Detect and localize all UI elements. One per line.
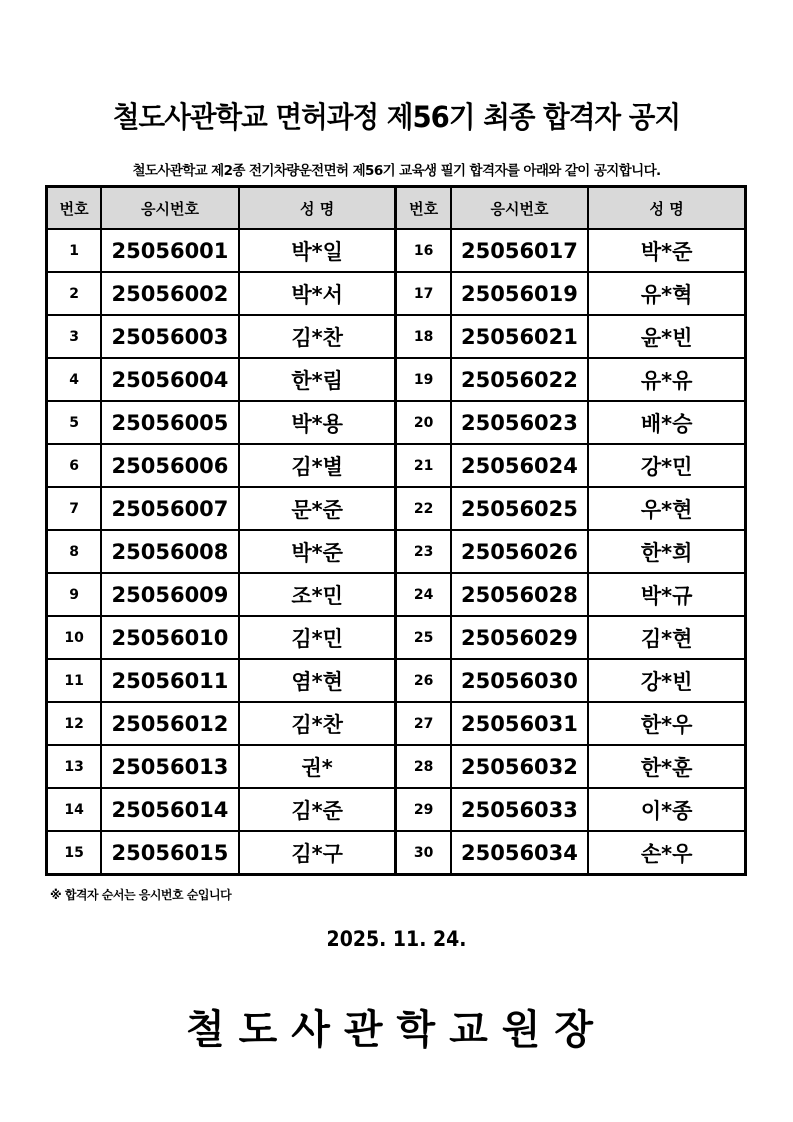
- cell-no-right: 30: [396, 831, 451, 875]
- table-row: [47, 401, 746, 444]
- cell-exam-id-right: 25056034: [451, 831, 589, 875]
- cell-exam-id-right: 25056017: [451, 229, 589, 272]
- header-name-right: 성 명: [588, 187, 745, 230]
- cell-exam-id-right: 25056026: [451, 530, 589, 573]
- cell-name-right: 윤*빈: [588, 315, 745, 358]
- cell-name-right: 박*규: [588, 573, 745, 616]
- cell-name-left: 김*찬: [239, 315, 396, 358]
- table-row: [47, 315, 746, 358]
- header-name-left: 성 명: [239, 187, 396, 230]
- page-title: 철도사관학교 면허과정 제56기 최종 합격자 공지: [112, 100, 681, 134]
- header-exam-id-right: 응시번호: [451, 187, 589, 230]
- cell-name-left: 김*구: [239, 831, 396, 875]
- table-header-row: [47, 187, 746, 230]
- cell-no-right: 21: [396, 444, 451, 487]
- table-row: [47, 229, 746, 272]
- cell-exam-id-right: 25056021: [451, 315, 589, 358]
- cell-name-right: 강*빈: [588, 659, 745, 702]
- table-body: [47, 229, 746, 875]
- cell-name-left: 김*찬: [239, 702, 396, 745]
- cell-exam-id-left: 25056011: [101, 659, 239, 702]
- cell-exam-id-left: 25056001: [101, 229, 239, 272]
- cell-exam-id-left: 25056015: [101, 831, 239, 875]
- cell-no-right: 29: [396, 788, 451, 831]
- cell-exam-id-right: 25056023: [451, 401, 589, 444]
- cell-exam-id-right: 25056019: [451, 272, 589, 315]
- cell-exam-id-right: 25056024: [451, 444, 589, 487]
- cell-name-right: 강*민: [588, 444, 745, 487]
- cell-name-left: 조*민: [239, 573, 396, 616]
- cell-no-right: 26: [396, 659, 451, 702]
- notice-date: 2025. 11. 24.: [326, 927, 467, 951]
- cell-exam-id-left: 25056009: [101, 573, 239, 616]
- cell-name-right: 배*승: [588, 401, 745, 444]
- cell-exam-id-left: 25056006: [101, 444, 239, 487]
- cell-no-right: 16: [396, 229, 451, 272]
- cell-no-right: 24: [396, 573, 451, 616]
- cell-exam-id-right: 25056025: [451, 487, 589, 530]
- cell-name-left: 문*준: [239, 487, 396, 530]
- cell-no-left: 12: [47, 702, 102, 745]
- table-row: [47, 272, 746, 315]
- cell-no-left: 11: [47, 659, 102, 702]
- table-row: [47, 788, 746, 831]
- cell-no-left: 7: [47, 487, 102, 530]
- cell-no-right: 23: [396, 530, 451, 573]
- cell-exam-id-left: 25056012: [101, 702, 239, 745]
- cell-no-left: 1: [47, 229, 102, 272]
- table-row: [47, 616, 746, 659]
- cell-name-right: 손*우: [588, 831, 745, 875]
- cell-no-left: 6: [47, 444, 102, 487]
- table-row: [47, 745, 746, 788]
- cell-no-left: 5: [47, 401, 102, 444]
- cell-no-left: 4: [47, 358, 102, 401]
- cell-name-right: 유*혁: [588, 272, 745, 315]
- cell-name-left: 염*현: [239, 659, 396, 702]
- cell-name-right: 박*준: [588, 229, 745, 272]
- cell-exam-id-left: 25056004: [101, 358, 239, 401]
- cell-name-left: 박*용: [239, 401, 396, 444]
- cell-name-left: 김*별: [239, 444, 396, 487]
- cell-exam-id-left: 25056013: [101, 745, 239, 788]
- cell-no-left: 2: [47, 272, 102, 315]
- order-note: ※ 합격자 순서는 응시번호 순입니다: [50, 888, 232, 902]
- cell-no-right: 20: [396, 401, 451, 444]
- cell-name-left: 박*일: [239, 229, 396, 272]
- cell-exam-id-right: 25056022: [451, 358, 589, 401]
- table-row: [47, 444, 746, 487]
- cell-no-left: 3: [47, 315, 102, 358]
- cell-name-right: 유*유: [588, 358, 745, 401]
- cell-name-right: 한*훈: [588, 745, 745, 788]
- cell-name-left: 박*서: [239, 272, 396, 315]
- cell-no-right: 19: [396, 358, 451, 401]
- cell-name-right: 한*우: [588, 702, 745, 745]
- page-subtitle: 철도사관학교 제2종 전기차량운전면허 제56기 교육생 필기 합격자를 아래와 같이 공지합니다.: [132, 163, 661, 179]
- cell-exam-id-left: 25056008: [101, 530, 239, 573]
- cell-no-right: 28: [396, 745, 451, 788]
- cell-no-right: 22: [396, 487, 451, 530]
- cell-exam-id-right: 25056028: [451, 573, 589, 616]
- cell-exam-id-left: 25056003: [101, 315, 239, 358]
- cell-no-left: 13: [47, 745, 102, 788]
- cell-no-left: 9: [47, 573, 102, 616]
- cell-no-left: 8: [47, 530, 102, 573]
- cell-no-right: 25: [396, 616, 451, 659]
- cell-exam-id-left: 25056002: [101, 272, 239, 315]
- table-row: [47, 831, 746, 875]
- cell-no-left: 15: [47, 831, 102, 875]
- cell-name-right: 한*희: [588, 530, 745, 573]
- cell-no-right: 27: [396, 702, 451, 745]
- header-exam-id-left: 응시번호: [101, 187, 239, 230]
- cell-exam-id-left: 25056005: [101, 401, 239, 444]
- passer-table: [45, 185, 747, 876]
- table-row: [47, 573, 746, 616]
- table-row: [47, 358, 746, 401]
- cell-exam-id-left: 25056007: [101, 487, 239, 530]
- cell-exam-id-left: 25056014: [101, 788, 239, 831]
- table-row: [47, 530, 746, 573]
- header-no-left: 번호: [47, 187, 102, 230]
- cell-exam-id-right: 25056031: [451, 702, 589, 745]
- cell-exam-id-right: 25056033: [451, 788, 589, 831]
- cell-no-right: 18: [396, 315, 451, 358]
- cell-name-left: 한*림: [239, 358, 396, 401]
- cell-name-left: 박*준: [239, 530, 396, 573]
- table-row: [47, 702, 746, 745]
- table-row: [47, 487, 746, 530]
- header-no-right: 번호: [396, 187, 451, 230]
- cell-exam-id-left: 25056010: [101, 616, 239, 659]
- cell-name-right: 우*현: [588, 487, 745, 530]
- cell-name-left: 권*: [239, 745, 396, 788]
- cell-exam-id-right: 25056030: [451, 659, 589, 702]
- cell-no-right: 17: [396, 272, 451, 315]
- cell-name-right: 김*현: [588, 616, 745, 659]
- cell-name-right: 이*종: [588, 788, 745, 831]
- cell-exam-id-right: 25056029: [451, 616, 589, 659]
- cell-no-left: 10: [47, 616, 102, 659]
- table-row: [47, 659, 746, 702]
- signature: 철도사관학교원장: [185, 1007, 608, 1053]
- cell-name-left: 김*준: [239, 788, 396, 831]
- cell-exam-id-right: 25056032: [451, 745, 589, 788]
- cell-no-left: 14: [47, 788, 102, 831]
- cell-name-left: 김*민: [239, 616, 396, 659]
